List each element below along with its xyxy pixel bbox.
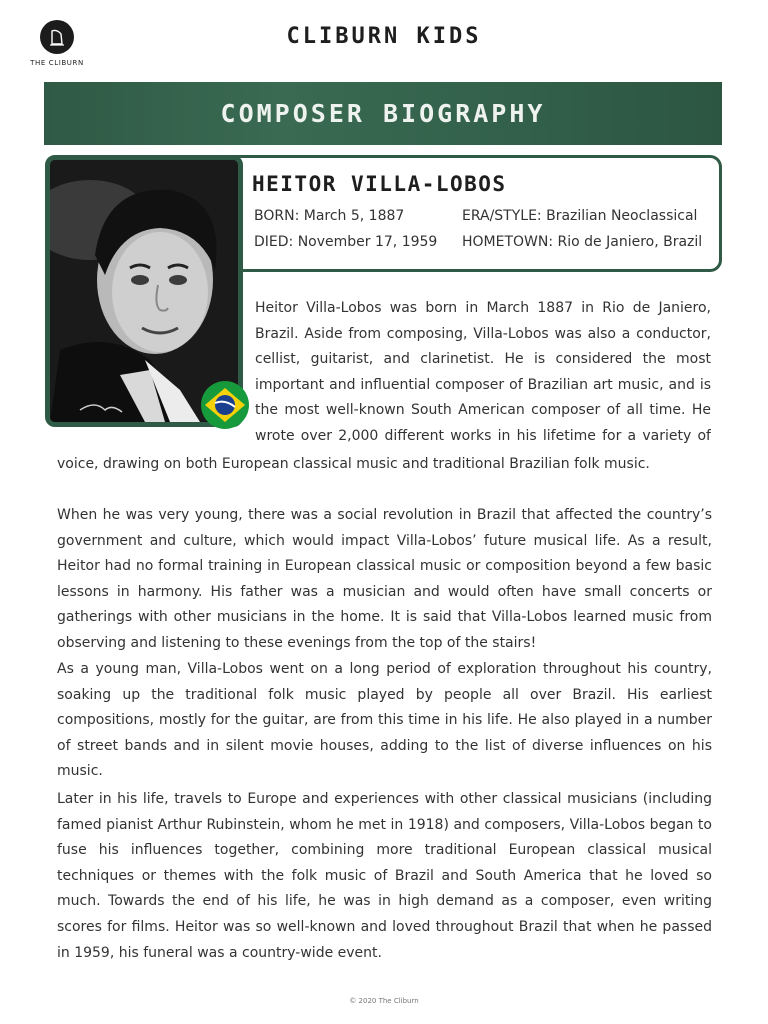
- footer-copyright: © 2020 The Cliburn: [349, 997, 419, 1005]
- composer-name: HEITOR VILLA-LOBOS: [252, 172, 507, 196]
- era-style: ERA/STYLE: Brazilian Neoclassical: [462, 208, 698, 224]
- bio-paragraph-4: Later in his life, travels to Europe and experiences with other classical musicians (including famed pianist Arthur Rubinstein, whom he met in 1918) and composers, Villa-Lobos began to fuse his influences together, combining more traditional European classical musical techniques or themes with the folk music of Brazil and South America that he loved so much. Towards the end of his life, he was in high demand as a composer, even writing scores for films. Heitor was so well-known and loved throughout Brazil that when he passed in 1959, his funeral was a country-wide event.: [57, 791, 712, 961]
- died-date: DIED: November 17, 1959: [254, 234, 438, 250]
- bio-paragraph-3: As a young man, Villa-Lobos went on a long period of exploration throughout his country, soaking up the traditional folk music played by people all over Brazil. His earliest compositions, mostly for the guitar, are from this time in his life. He also played in a number of street bands and in silent movie houses, adding to the list of diverse influences on his music.: [57, 661, 712, 780]
- banner-title: COMPOSER BIOGRAPHY: [220, 99, 546, 128]
- hometown: HOMETOWN: Rio de Janiero, Brazil: [462, 234, 703, 250]
- born-date: BORN: March 5, 1887: [254, 208, 405, 224]
- bio-paragraph-1: Heitor Villa-Lobos was born in March 1887 in Rio de Janiero, Brazil. Aside from composing, Villa-Lobos was also a conductor, cellist, guitarist, and clarinetist. He is considered the most important and influential composer of Brazilian art music, and is the most well-known South American composer of all time. He wrote over 2,000 different works in his lifetime for a variety of: [255, 300, 711, 444]
- section-banner: [44, 82, 722, 145]
- bio-paragraph-1-continued: voice, drawing on both European classical music and traditional Brazilian folk music.: [57, 456, 650, 472]
- site-title: CLIBURN KIDS: [286, 24, 482, 49]
- bio-paragraph-2: When he was very young, there was a social revolution in Brazil that affected the country’s government and culture, which would impact Villa-Lobos’ future musical life. As a result, Heitor had no formal training in European classical music or composition beyond a few basic lessons in harmony. His father was a musician and would often have small concerts or gatherings with other musicians in the home. It is said that Villa-Lobos learned music from observing and listening to these evenings from the top of the stairs!: [57, 507, 712, 651]
- logo-text: THE CLIBURN: [30, 59, 84, 67]
- brazil-flag-icon: [200, 380, 250, 430]
- composer-info-box: [232, 155, 722, 272]
